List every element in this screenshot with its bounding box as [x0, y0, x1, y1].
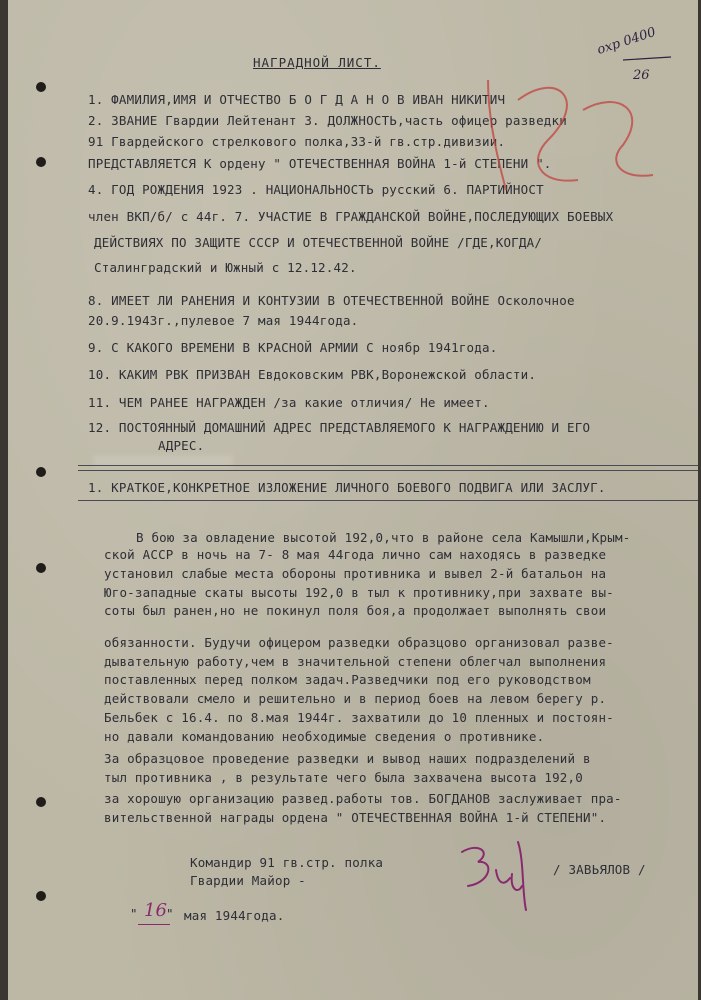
narrative-line: действовали смело и решительно и в период боев на левом берегу р. [104, 691, 607, 706]
section-heading-feat: 1. КРАТКОЕ,КОНКРЕТНОЕ ИЗЛОЖЕНИЕ ЛИЧНОГО БОЕВОГО ПОДВИГА ИЛИ ЗАСЛУГ. [88, 480, 606, 495]
narrative-line: дывательную работу,чем в значительной степени облегчал выполнения [104, 654, 607, 669]
narrative-line: поставленных перед полком задач.Разведчики под его руководством [104, 672, 591, 687]
narrative-line: вительственной награды ордена " ОТЕЧЕСТВЕННАЯ ВОЙНА 1-й СТЕПЕНИ". [104, 810, 607, 825]
narrative-line: установил слабые места обороны противника и вывел 2-й батальон на [104, 566, 607, 581]
section-divider [78, 470, 698, 471]
binder-hole [36, 563, 46, 573]
field-home-address-cont: АДРЕС. [158, 438, 205, 453]
narrative-line: ской АССР в ночь на 7- 8 мая 44года лично сам находясь в разведке [104, 547, 607, 562]
award-sheet [8, 0, 698, 1000]
binder-hole [36, 891, 46, 901]
field-full-name: 1. ФАМИЛИЯ,ИМЯ И ОТЧЕСТВО Б О Г Д А Н О В ИВАН НИКИТИЧ [88, 92, 506, 107]
date-underline [138, 924, 170, 925]
field-wounds-dates: 20.9.1943г.,пулевое 7 мая 1944года. [88, 313, 359, 328]
field-army-since: 9. С КАКОГО ВРЕМЕНИ В КРАСНОЙ АРМИИ С ноябр 1941года. [88, 340, 498, 355]
field-drafted-by: 10. КАКИМ РВК ПРИЗВАН Евдоковским РВК,Воронежской области. [88, 367, 537, 382]
date-month-year: мая 1944года. [184, 908, 285, 923]
field-wounds: 8. ИМЕЕТ ЛИ РАНЕНИЯ И КОНТУЗИИ В ОТЕЧЕСТВЕННОЙ ВОЙНЕ Осколочное [88, 293, 575, 308]
narrative-line: тыл противника , в результате чего была захвачена высота 192,0 [104, 770, 583, 785]
field-home-address: 12. ПОСТОЯННЫЙ ДОМАШНИЙ АДРЕС ПРЕДСТАВЛЯЕМОГО К НАГРАЖДЕНИЮ И ЕГО [88, 420, 591, 435]
narrative-line: но давали командованию необходимые сведения о противнике. [104, 729, 545, 744]
binder-hole [36, 467, 46, 477]
field-previous-awards: 11. ЧЕМ РАНЕЕ НАГРАЖДЕН /за какие отличия/ Не имеет. [88, 395, 490, 410]
document-title: НАГРАДНОЙ ЛИСТ. [253, 55, 381, 70]
binder-hole [36, 157, 46, 167]
narrative-line: Юго-западные скаты высоты 192,0 в тыл к противнику,при захвате вы- [104, 585, 614, 600]
binder-hole [36, 797, 46, 807]
date-quote-mark: " [130, 906, 138, 921]
commander-title: Командир 91 гв.стр. полка [190, 855, 384, 870]
narrative-line: обязанности. Будучи офицером разведки образцово организовал разве- [104, 635, 614, 650]
narrative-line: соты был ранен,но не покинул поля боя,а продолжает выполнять свои [104, 603, 607, 618]
archive-sub: 26 [633, 68, 650, 83]
field-nominated-for: ПРЕДСТАВЛЯЕТСЯ К ордену " ОТЕЧЕСТВЕННАЯ ВОЙНА 1-й СТЕПЕНИ ". [88, 156, 552, 171]
date-day: 16 [144, 900, 167, 921]
section-divider [78, 500, 698, 501]
commander-rank: Гвардии Майор - [190, 873, 306, 888]
commander-name: / ЗАВЬЯЛОВ / [553, 862, 646, 877]
field-unit: 91 Гвардейского стрелкового полка,33-й гв.стр.дивизии. [88, 134, 506, 149]
narrative-line: За образцовое проведение разведки и вывод наших подразделений в [104, 751, 591, 766]
narrative-line: Бельбек с 16.4. по 8.мая 1944г. захватили до 10 пленных и постоян- [104, 710, 614, 725]
binder-hole [36, 82, 46, 92]
field-fronts: Сталинградский и Южный с 12.12.42. [94, 260, 357, 275]
archive-number: охр 0400 [595, 24, 658, 58]
field-participation-cont: ДЕЙСТВИЯХ ПО ЗАЩИТЕ СССР И ОТЕЧЕСТВЕННОЙ ВОЙНЕ /ГДЕ,КОГДА/ [94, 235, 543, 250]
narrative-line: В бою за овладение высотой 192,0,что в районе села Камышли,Крым- [136, 530, 631, 545]
field-rank-position: 2. ЗВАНИЕ Гвардии Лейтенант 3. ДОЛЖНОСТЬ,часть офицер разведки [88, 113, 567, 128]
commander-signature [448, 830, 538, 915]
field-party-participation: член ВКП/б/ с 44г. 7. УЧАСТИЕ В ГРАЖДАНСКОЙ ВОЙНЕ,ПОСЛЕДУЮЩИХ БОЕВЫХ [88, 209, 614, 224]
date-quote-mark: " [166, 906, 174, 921]
section-divider [78, 465, 698, 466]
field-birth-nationality: 4. ГОД РОЖДЕНИЯ 1923 . НАЦИОНАЛЬНОСТЬ русский 6. ПАРТИЙНОСТ [88, 182, 544, 197]
red-pencil-annotation [448, 60, 678, 200]
narrative-line: за хорошую организацию развед.работы тов. БОГДАНОВ заслуживает пра- [104, 791, 622, 806]
